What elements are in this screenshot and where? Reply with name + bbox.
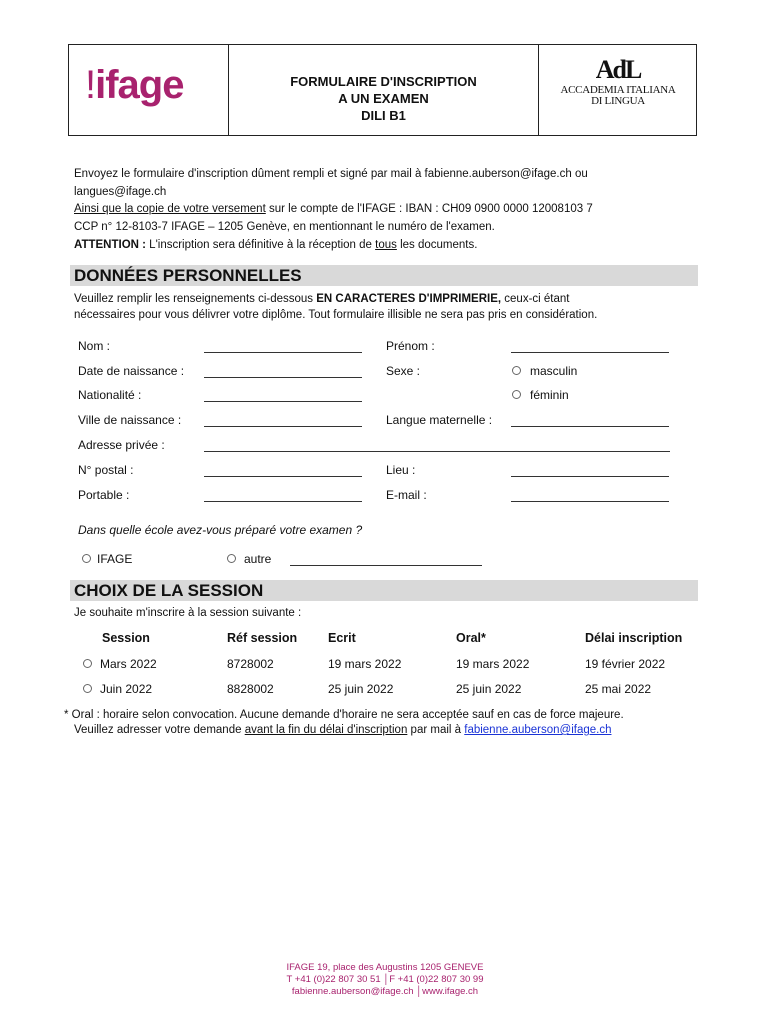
oral-note (64, 708, 704, 738)
title-line-3: DILI B1 (361, 108, 406, 123)
radio-feminin[interactable] (512, 390, 521, 399)
intro-line-5 (74, 236, 694, 254)
personal-description (74, 291, 694, 323)
label-autre: autre (244, 552, 272, 566)
table-row-ref: 8728002 (227, 657, 274, 671)
nom-field[interactable] (204, 352, 362, 353)
note-pre: Veuillez adresser votre demande (74, 724, 245, 736)
portable-field[interactable] (204, 501, 362, 502)
radio-autre[interactable] (227, 554, 236, 563)
label-portable: Portable : (78, 488, 130, 502)
radio-session-juin[interactable] (83, 684, 92, 693)
table-row-delai: 25 mai 2022 (585, 682, 652, 696)
personal-desc-line-1 (74, 291, 694, 307)
autre-school-field[interactable] (290, 565, 482, 566)
intro-line-4: CCP n° 12-8103-7 IFAGE – 1205 Genève, en mentionnant le numéro de l'examen. (74, 221, 495, 233)
label-naissance: Date de naissance : (78, 364, 185, 378)
table-row-session: Juin 2022 (100, 682, 153, 696)
footer-phone: T +41 (0)22 807 30 51 │F +41 (0)22 807 30 99 (286, 974, 484, 985)
partner-name-line-1: ACCADEMIA ITALIANA (560, 84, 676, 96)
col-ref: Réf session (227, 631, 298, 645)
section-personal-data: DONNÉES PERSONNELLES (70, 265, 698, 286)
intro-line-1: Envoyez le formulaire d'inscription dûment rempli et signé par mail à fabienne.auberson@ifage.ch ou (74, 168, 588, 180)
langue-field[interactable] (511, 426, 669, 427)
intro-line-2: langues@ifage.ch (74, 186, 167, 198)
label-sexe: Sexe : (386, 364, 421, 378)
table-row-delai: 19 février 2022 (585, 657, 666, 671)
col-ecrit: Ecrit (328, 631, 356, 645)
note-mid: par mail à (407, 724, 465, 736)
desc-bold: EN CARACTERES D'IMPRIMERIE, (316, 293, 502, 305)
intro-line-3 (74, 200, 694, 218)
footer-address: IFAGE 19, place des Augustins 1205 GENEVE (286, 962, 484, 973)
naissance-field[interactable] (204, 377, 362, 378)
section-session: CHOIX DE LA SESSION (70, 580, 698, 601)
partner-logo-cell (539, 45, 697, 135)
footer-contact: fabienne.auberson@ifage.ch │www.ifage.ch (291, 986, 479, 997)
label-prenom: Prénom : (386, 339, 435, 353)
attention-text-b: les documents. (396, 239, 478, 251)
label-ville: Ville de naissance : (78, 413, 182, 427)
nationalite-field[interactable] (204, 401, 362, 402)
radio-session-mars[interactable] (83, 659, 92, 668)
postal-field[interactable] (204, 476, 362, 477)
form-title (229, 45, 539, 135)
radio-masculin[interactable] (512, 366, 521, 375)
lieu-field[interactable] (511, 476, 669, 477)
iban-text: sur le compte de l'IFAGE : IBAN : CH09 0900 0000 12008103 7 (265, 203, 593, 215)
prenom-field[interactable] (511, 352, 669, 353)
attention-label: ATTENTION : (74, 239, 146, 251)
form-header (68, 44, 697, 136)
label-masculin: masculin (530, 364, 578, 378)
label-feminin: féminin (530, 388, 569, 402)
table-row-session: Mars 2022 (100, 657, 157, 671)
email-field[interactable] (511, 501, 669, 502)
footer (0, 962, 770, 998)
attention-text-tous: tous (375, 239, 397, 251)
col-oral: Oral* (456, 631, 486, 645)
table-row-ecrit: 25 juin 2022 (328, 682, 394, 696)
label-nationalite: Nationalité : (78, 388, 142, 402)
accademia-logo (539, 57, 697, 107)
label-langue: Langue maternelle : (386, 413, 493, 427)
label-lieu: Lieu : (386, 463, 416, 477)
partner-name-line-2: DI LINGUA (591, 95, 645, 107)
table-row-oral: 25 juin 2022 (456, 682, 522, 696)
session-intro: Je souhaite m'inscrire à la session suivante : (74, 607, 302, 619)
desc-pre: Veuillez remplir les renseignements ci-dessous (74, 293, 317, 305)
title-line-1: FORMULAIRE D'INSCRIPTION (290, 74, 477, 89)
col-delai: Délai inscription (585, 631, 683, 645)
personal-desc-line-2: nécessaires pour vous délivrer votre diplôme. Tout formulaire illisible ne sera pas pris en considération. (74, 309, 598, 321)
ville-field[interactable] (204, 426, 362, 427)
label-postal: N° postal : (78, 463, 134, 477)
label-email: E-mail : (386, 488, 427, 502)
label-ifage: IFAGE (97, 552, 133, 566)
ifage-logo: !ifage (85, 63, 184, 107)
ifage-logo-cell (69, 45, 229, 135)
table-row-ref: 8828002 (227, 682, 274, 696)
school-question: Dans quelle école avez-vous préparé votre examen ? (78, 523, 363, 537)
note-deadline: avant la fin du délai d'inscription (244, 724, 408, 736)
desc-post: ceux-ci étant (501, 293, 570, 305)
email-link[interactable]: fabienne.auberson@ifage.ch (464, 724, 612, 736)
radio-ifage[interactable] (82, 554, 91, 563)
oral-note-line-2 (64, 723, 704, 738)
table-row-oral: 19 mars 2022 (456, 657, 530, 671)
oral-note-line-1: * Oral : horaire selon convocation. Aucune demande d'horaire ne sera acceptée sauf en cas de force majeure. (64, 709, 624, 721)
intro-payment (74, 200, 694, 254)
attention-text-a: L'inscription sera définitive à la réception de (145, 239, 376, 251)
payment-copy-text: Ainsi que la copie de votre versement (74, 203, 266, 215)
adl-mark: AdL (595, 55, 641, 84)
title-line-2: A UN EXAMEN (338, 91, 429, 106)
table-row-ecrit: 19 mars 2022 (328, 657, 402, 671)
adresse-field[interactable] (204, 451, 670, 452)
label-adresse: Adresse privée : (78, 438, 165, 452)
intro-text (74, 165, 694, 201)
col-session: Session (102, 631, 150, 645)
label-nom: Nom : (78, 339, 111, 353)
